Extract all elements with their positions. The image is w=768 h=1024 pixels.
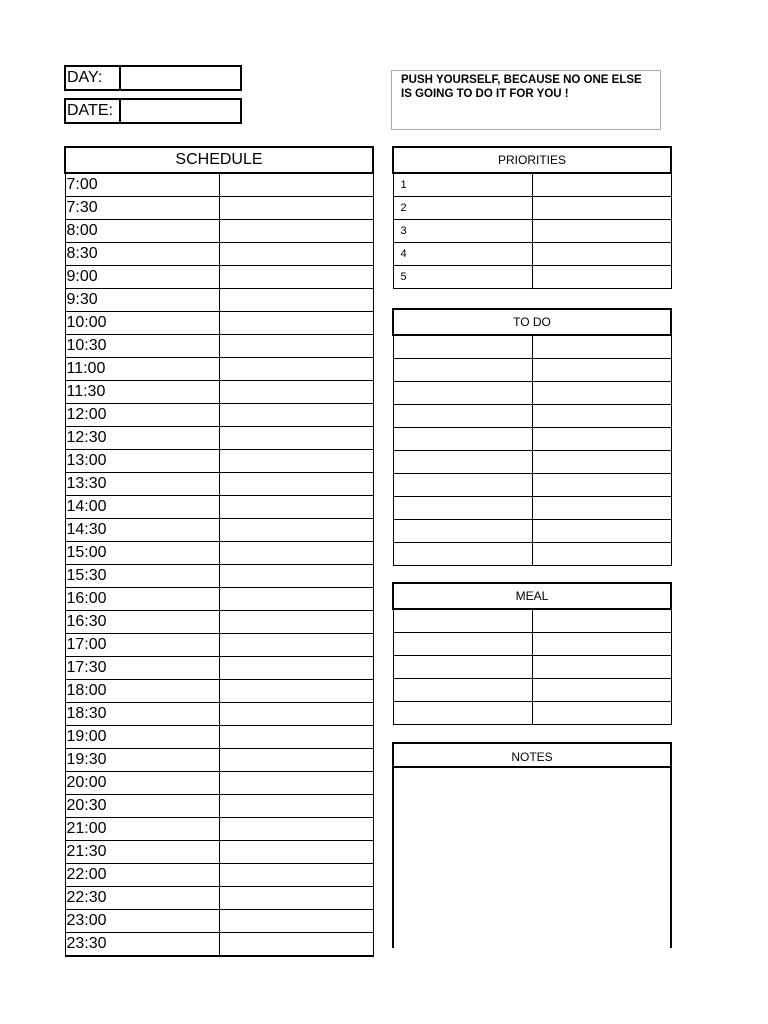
meal-body <box>393 609 671 725</box>
schedule-entry[interactable] <box>219 173 373 197</box>
schedule-row <box>65 887 373 910</box>
todo-checkbox[interactable] <box>393 543 532 566</box>
schedule-row <box>65 473 373 496</box>
priority-row <box>393 266 671 289</box>
todo-row <box>393 474 671 497</box>
schedule-time: 8:30 <box>65 243 219 266</box>
schedule-entry[interactable] <box>219 496 373 519</box>
priority-entry[interactable] <box>532 173 671 197</box>
todo-entry[interactable] <box>532 451 671 474</box>
schedule-time: 12:00 <box>65 404 219 427</box>
todo-checkbox[interactable] <box>393 405 532 428</box>
schedule-title: SCHEDULE <box>65 147 373 173</box>
schedule-time: 14:00 <box>65 496 219 519</box>
schedule-table <box>64 146 374 957</box>
schedule-entry[interactable] <box>219 243 373 266</box>
schedule-row <box>65 818 373 841</box>
meal-checkbox[interactable] <box>393 609 532 633</box>
schedule-entry[interactable] <box>219 887 373 910</box>
schedule-row <box>65 427 373 450</box>
quote-box <box>391 70 661 130</box>
schedule-time: 10:30 <box>65 335 219 358</box>
schedule-time: 13:30 <box>65 473 219 496</box>
schedule-time: 12:30 <box>65 427 219 450</box>
priority-entry[interactable] <box>532 197 671 220</box>
schedule-entry[interactable] <box>219 220 373 243</box>
todo-body <box>393 335 671 566</box>
meal-entry[interactable] <box>532 656 671 679</box>
schedule-entry[interactable] <box>219 795 373 818</box>
todo-row <box>393 428 671 451</box>
todo-checkbox[interactable] <box>393 497 532 520</box>
day-field <box>64 65 242 91</box>
todo-row <box>393 520 671 543</box>
todo-entry[interactable] <box>532 543 671 566</box>
schedule-row <box>65 588 373 611</box>
schedule-entry[interactable] <box>219 197 373 220</box>
priority-number: 3 <box>393 220 532 243</box>
schedule-time: 14:30 <box>65 519 219 542</box>
meal-checkbox[interactable] <box>393 702 532 725</box>
schedule-time: 18:30 <box>65 703 219 726</box>
schedule-entry[interactable] <box>219 266 373 289</box>
schedule-row <box>65 243 373 266</box>
schedule-body <box>65 173 373 956</box>
schedule-row <box>65 611 373 634</box>
schedule-row <box>65 634 373 657</box>
schedule-row <box>65 933 373 957</box>
day-label: DAY: <box>66 67 121 89</box>
todo-entry[interactable] <box>532 335 671 359</box>
todo-row <box>393 451 671 474</box>
schedule-entry[interactable] <box>219 634 373 657</box>
schedule-time: 23:30 <box>65 933 219 957</box>
schedule-time: 8:00 <box>65 220 219 243</box>
todo-row <box>393 497 671 520</box>
schedule-entry[interactable] <box>219 427 373 450</box>
schedule-row <box>65 197 373 220</box>
schedule-entry[interactable] <box>219 565 373 588</box>
todo-entry[interactable] <box>532 359 671 382</box>
schedule-row <box>65 565 373 588</box>
schedule-time: 11:00 <box>65 358 219 381</box>
meal-entry[interactable] <box>532 679 671 702</box>
meal-row <box>393 609 671 633</box>
date-input[interactable] <box>121 100 240 122</box>
todo-entry[interactable] <box>532 474 671 497</box>
schedule-row <box>65 910 373 933</box>
schedule-entry[interactable] <box>219 841 373 864</box>
day-input[interactable] <box>121 67 240 89</box>
meal-checkbox[interactable] <box>393 633 532 656</box>
schedule-time: 17:30 <box>65 657 219 680</box>
todo-entry[interactable] <box>532 520 671 543</box>
schedule-entry[interactable] <box>219 358 373 381</box>
todo-row <box>393 359 671 382</box>
schedule-entry[interactable] <box>219 726 373 749</box>
schedule-row <box>65 289 373 312</box>
schedule-time: 21:30 <box>65 841 219 864</box>
date-field <box>64 98 242 124</box>
todo-checkbox[interactable] <box>393 428 532 451</box>
meal-row <box>393 679 671 702</box>
meal-entry[interactable] <box>532 609 671 633</box>
schedule-time: 7:30 <box>65 197 219 220</box>
schedule-time: 7:00 <box>65 173 219 197</box>
schedule-row <box>65 266 373 289</box>
priority-entry[interactable] <box>532 220 671 243</box>
meal-row <box>393 633 671 656</box>
schedule-row <box>65 450 373 473</box>
meal-table <box>392 582 672 725</box>
schedule-entry[interactable] <box>219 404 373 427</box>
schedule-row <box>65 841 373 864</box>
schedule-entry[interactable] <box>219 680 373 703</box>
meal-title: MEAL <box>393 583 671 609</box>
schedule-entry[interactable] <box>219 450 373 473</box>
todo-title: TO DO <box>393 309 671 335</box>
schedule-row <box>65 496 373 519</box>
schedule-time: 11:30 <box>65 381 219 404</box>
date-label: DATE: <box>66 100 121 122</box>
schedule-time: 22:30 <box>65 887 219 910</box>
notes-title: NOTES <box>392 742 672 768</box>
schedule-entry[interactable] <box>219 312 373 335</box>
schedule-entry[interactable] <box>219 910 373 933</box>
schedule-entry[interactable] <box>219 611 373 634</box>
schedule-entry[interactable] <box>219 864 373 887</box>
meal-checkbox[interactable] <box>393 679 532 702</box>
schedule-time: 9:00 <box>65 266 219 289</box>
schedule-time: 15:30 <box>65 565 219 588</box>
schedule-row <box>65 749 373 772</box>
priority-row <box>393 173 671 197</box>
schedule-row <box>65 358 373 381</box>
schedule-entry[interactable] <box>219 335 373 358</box>
schedule-row <box>65 173 373 197</box>
schedule-time: 19:30 <box>65 749 219 772</box>
priorities-title: PRIORITIES <box>393 147 671 173</box>
schedule-time: 15:00 <box>65 542 219 565</box>
meal-checkbox[interactable] <box>393 656 532 679</box>
schedule-entry[interactable] <box>219 588 373 611</box>
priority-number: 1 <box>393 173 532 197</box>
schedule-time: 16:30 <box>65 611 219 634</box>
todo-entry[interactable] <box>532 428 671 451</box>
schedule-row <box>65 220 373 243</box>
schedule-time: 21:00 <box>65 818 219 841</box>
priority-number: 4 <box>393 243 532 266</box>
priority-row <box>393 243 671 266</box>
schedule-time: 17:00 <box>65 634 219 657</box>
quote-text: PUSH YOURSELF, BECAUSE NO ONE ELSE IS GOING TO DO IT FOR YOU ! <box>401 74 642 100</box>
meal-entry[interactable] <box>532 702 671 725</box>
schedule-row <box>65 404 373 427</box>
schedule-time: 19:00 <box>65 726 219 749</box>
priority-entry[interactable] <box>532 266 671 289</box>
schedule-row <box>65 519 373 542</box>
schedule-entry[interactable] <box>219 933 373 957</box>
schedule-row <box>65 312 373 335</box>
todo-row <box>393 335 671 359</box>
schedule-entry[interactable] <box>219 381 373 404</box>
schedule-row <box>65 542 373 565</box>
schedule-time: 10:00 <box>65 312 219 335</box>
schedule-row <box>65 726 373 749</box>
schedule-time: 18:00 <box>65 680 219 703</box>
notes-area[interactable] <box>392 768 672 948</box>
todo-entry[interactable] <box>532 497 671 520</box>
schedule-row <box>65 703 373 726</box>
priority-entry[interactable] <box>532 243 671 266</box>
priority-row <box>393 197 671 220</box>
schedule-entry[interactable] <box>219 749 373 772</box>
schedule-row <box>65 795 373 818</box>
todo-checkbox[interactable] <box>393 335 532 359</box>
todo-row <box>393 405 671 428</box>
schedule-time: 22:00 <box>65 864 219 887</box>
todo-row <box>393 543 671 566</box>
todo-checkbox[interactable] <box>393 520 532 543</box>
schedule-row <box>65 772 373 795</box>
todo-row <box>393 382 671 405</box>
todo-entry[interactable] <box>532 405 671 428</box>
schedule-row <box>65 381 373 404</box>
schedule-entry[interactable] <box>219 818 373 841</box>
schedule-entry[interactable] <box>219 473 373 496</box>
todo-table <box>392 308 672 566</box>
todo-checkbox[interactable] <box>393 451 532 474</box>
priorities-body <box>393 173 671 289</box>
schedule-time: 20:30 <box>65 795 219 818</box>
schedule-entry[interactable] <box>219 519 373 542</box>
schedule-time: 13:00 <box>65 450 219 473</box>
meal-row <box>393 656 671 679</box>
schedule-time: 16:00 <box>65 588 219 611</box>
schedule-entry[interactable] <box>219 703 373 726</box>
todo-checkbox[interactable] <box>393 474 532 497</box>
schedule-row <box>65 335 373 358</box>
priority-number: 2 <box>393 197 532 220</box>
schedule-entry[interactable] <box>219 772 373 795</box>
schedule-time: 9:30 <box>65 289 219 312</box>
schedule-row <box>65 680 373 703</box>
todo-checkbox[interactable] <box>393 382 532 405</box>
todo-checkbox[interactable] <box>393 359 532 382</box>
meal-row <box>393 702 671 725</box>
schedule-time: 20:00 <box>65 772 219 795</box>
todo-entry[interactable] <box>532 382 671 405</box>
priority-number: 5 <box>393 266 532 289</box>
schedule-row <box>65 864 373 887</box>
schedule-entry[interactable] <box>219 657 373 680</box>
priorities-table <box>392 146 672 289</box>
schedule-time: 23:00 <box>65 910 219 933</box>
schedule-entry[interactable] <box>219 542 373 565</box>
schedule-row <box>65 657 373 680</box>
priority-row <box>393 220 671 243</box>
meal-entry[interactable] <box>532 633 671 656</box>
schedule-entry[interactable] <box>219 289 373 312</box>
